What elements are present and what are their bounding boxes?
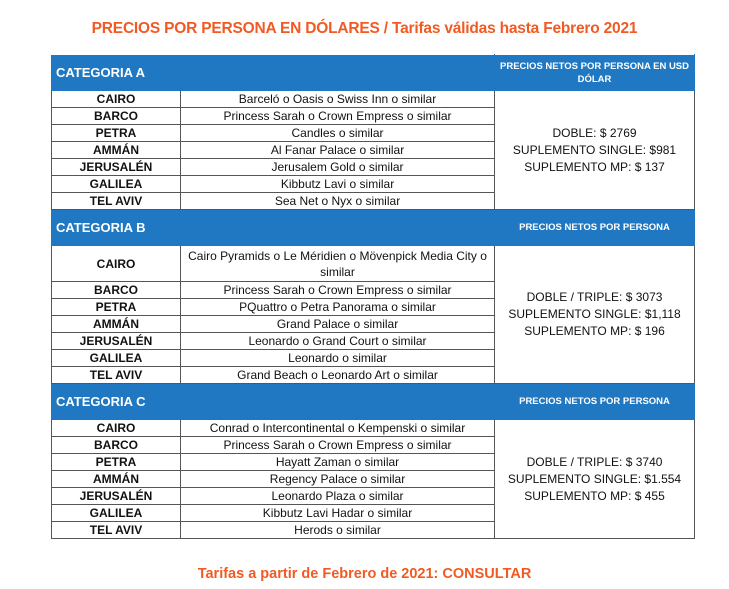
hotel-cell: PQuattro o Petra Panorama o similar	[181, 299, 495, 316]
hotel-cell: Princess Sarah o Crown Empress o similar	[181, 108, 495, 125]
city-cell: GALILEA	[52, 176, 181, 193]
page-title: PRECIOS POR PERSONA EN DÓLARES / Tarifas válidas hasta Febrero 2021	[91, 20, 638, 37]
city-cell: JERUSALÉN	[52, 488, 181, 505]
price-header: PRECIOS NETOS POR PERSONA	[495, 384, 695, 420]
hotel-cell: Sea Net o Nyx o similar	[181, 193, 495, 210]
city-cell: BARCO	[52, 437, 181, 454]
price-line: DOBLE / TRIPLE: $ 3073	[526, 290, 663, 304]
price-line: SUPLEMENTO MP: $ 137	[524, 159, 665, 174]
hotel-cell: Grand Beach o Leonardo Art o similar	[181, 367, 495, 384]
hotel-cell: Al Fanar Palace o similar	[181, 142, 495, 159]
city-cell: AMMÁN	[52, 316, 181, 333]
category-header	[52, 384, 695, 420]
hotel-cell: Herods o similar	[181, 522, 495, 539]
city-cell: BARCO	[52, 108, 181, 125]
city-cell: CAIRO	[52, 246, 181, 282]
city-cell: PETRA	[52, 299, 181, 316]
hotel-cell: Leonardo Plaza o similar	[181, 488, 495, 505]
price-line: DOBLE: $ 2769	[552, 125, 637, 140]
hotel-cell: Cairo Pyramids o Le Méridien o Mövenpick Media City o similar	[181, 246, 495, 282]
table-row	[52, 420, 695, 437]
price-header: PRECIOS NETOS POR PERSONA	[495, 210, 695, 246]
hotel-cell: Grand Palace o similar	[181, 316, 495, 333]
city-cell: GALILEA	[52, 505, 181, 522]
city-cell: TEL AVIV	[52, 367, 181, 384]
hotel-cell: Leonardo o Grand Court o similar	[181, 333, 495, 350]
hotel-cell: Princess Sarah o Crown Empress o similar	[181, 437, 495, 454]
city-cell: BARCO	[52, 282, 181, 299]
city-cell: PETRA	[52, 454, 181, 471]
price-line: SUPLEMENTO SINGLE: $1,118	[508, 307, 681, 321]
hotel-cell: Hayatt Zaman o similar	[181, 454, 495, 471]
category-name: CATEGORIA C	[52, 384, 495, 420]
price-line: SUPLEMENTO MP: $ 196	[524, 324, 665, 338]
city-cell: CAIRO	[52, 420, 181, 437]
hotel-cell: Princess Sarah o Crown Empress o similar	[181, 282, 495, 299]
city-cell: TEL AVIV	[52, 522, 181, 539]
hotel-cell: Barceló o Oasis o Swiss Inn o similar	[181, 91, 495, 108]
hotel-cell: Regency Palace o similar	[181, 471, 495, 488]
price-line: SUPLEMENTO MP: $ 455	[524, 488, 665, 503]
city-cell: PETRA	[52, 125, 181, 142]
prices-cell	[495, 246, 695, 384]
prices-cell	[495, 420, 695, 539]
footer-note: Tarifas a partir de Febrero de 2021: CONSULTAR	[197, 566, 532, 582]
price-line: SUPLEMENTO SINGLE: $1.554	[507, 471, 682, 486]
prices-cell	[495, 91, 695, 210]
city-cell: TEL AVIV	[52, 193, 181, 210]
city-cell: CAIRO	[52, 91, 181, 108]
city-cell: AMMÁN	[52, 471, 181, 488]
hotel-cell: Kibbutz Lavi Hadar o similar	[181, 505, 495, 522]
category-header	[52, 55, 695, 91]
price-header: PRECIOS NETOS POR PERSONA EN USD DÓLAR	[495, 55, 695, 91]
hotel-cell: Kibbutz Lavi o similar	[181, 176, 495, 193]
city-cell: AMMÁN	[52, 142, 181, 159]
table-row	[52, 246, 695, 282]
rates-table	[51, 54, 695, 539]
category-header	[52, 210, 695, 246]
table-row	[52, 91, 695, 108]
city-cell: JERUSALÉN	[52, 333, 181, 350]
hotel-cell: Leonardo o similar	[181, 350, 495, 367]
category-name: CATEGORIA A	[52, 55, 495, 91]
hotel-cell: Conrad o Intercontinental o Kempenski o similar	[181, 420, 495, 437]
city-cell: JERUSALÉN	[52, 159, 181, 176]
category-name: CATEGORIA B	[52, 210, 495, 246]
hotel-cell: Candles o similar	[181, 125, 495, 142]
price-line: SUPLEMENTO SINGLE: $981	[512, 142, 677, 157]
price-line: DOBLE / TRIPLE: $ 3740	[526, 454, 663, 469]
hotel-cell: Jerusalem Gold o similar	[181, 159, 495, 176]
city-cell: GALILEA	[52, 350, 181, 367]
